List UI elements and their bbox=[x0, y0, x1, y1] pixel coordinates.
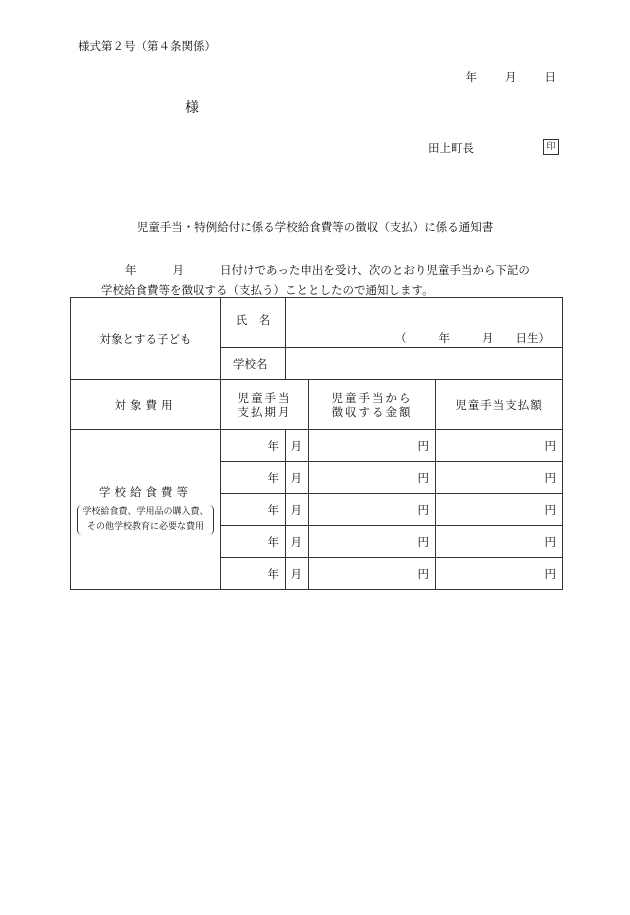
notification-table bbox=[70, 297, 563, 590]
row-year: 年 bbox=[221, 526, 286, 558]
birth-month: 月 bbox=[482, 330, 494, 345]
birth-open: （ bbox=[395, 330, 407, 345]
period-header-line-1: 児童手当 bbox=[237, 390, 292, 405]
name-label: 氏 名 bbox=[221, 298, 286, 348]
row-month: 月 bbox=[286, 494, 309, 526]
seal-mark: 印 bbox=[543, 139, 559, 155]
birth-day: 日生） bbox=[515, 330, 550, 345]
addressee-suffix: 様 bbox=[185, 100, 199, 116]
body-date-year: 年 bbox=[125, 263, 137, 277]
body-line-1-text: 日付けであった申出を受け、次のとおり児童手当から下記の bbox=[220, 263, 530, 277]
school-field bbox=[286, 348, 563, 380]
row-collect: 円 bbox=[309, 430, 436, 462]
row-month: 月 bbox=[286, 430, 309, 462]
date-day: 日 bbox=[544, 70, 556, 84]
row-pay: 円 bbox=[436, 430, 563, 462]
child-label: 対象とする子ども bbox=[71, 298, 221, 380]
row-year: 年 bbox=[221, 494, 286, 526]
row-year: 年 bbox=[221, 462, 286, 494]
issue-date bbox=[466, 69, 557, 85]
row-pay: 円 bbox=[436, 462, 563, 494]
row-pay: 円 bbox=[436, 494, 563, 526]
row-month: 月 bbox=[286, 558, 309, 590]
name-field bbox=[286, 298, 563, 348]
row-month: 月 bbox=[286, 526, 309, 558]
body-line-1 bbox=[125, 262, 530, 278]
row-collect: 円 bbox=[309, 494, 436, 526]
birth-year: 年 bbox=[438, 330, 450, 345]
row-year: 年 bbox=[221, 430, 286, 462]
form-number: 様式第２号（第４条関係） bbox=[78, 39, 216, 53]
cost-detail-line-2: その他学校教育に必要な費用 bbox=[86, 522, 204, 532]
body-date-month: 月 bbox=[172, 263, 184, 277]
pay-header: 児童手当支払額 bbox=[436, 380, 563, 430]
collect-header-line-1: 児童手当から bbox=[331, 390, 413, 405]
cost-header: 対象費用 bbox=[71, 380, 221, 430]
cost-name: 学校給食費等 bbox=[99, 485, 192, 499]
issuer-name: 田上町長 bbox=[428, 141, 474, 155]
document-title: 児童手当・特例給付に係る学校給食費等の徴収（支払）に係る通知書 bbox=[136, 220, 494, 234]
date-year: 年 bbox=[465, 70, 477, 84]
collect-header-line-2: 徴収する金額 bbox=[331, 404, 413, 419]
cost-name-cell bbox=[71, 430, 221, 590]
row-year: 年 bbox=[221, 558, 286, 590]
row-collect: 円 bbox=[309, 558, 436, 590]
row-pay: 円 bbox=[436, 526, 563, 558]
collect-header bbox=[309, 380, 436, 430]
row-month: 月 bbox=[286, 462, 309, 494]
period-header bbox=[221, 380, 309, 430]
school-label: 学校名 bbox=[221, 348, 286, 380]
cost-detail-line-1: 学校給食費、学用品の購入費、 bbox=[82, 507, 209, 517]
cost-detail bbox=[77, 505, 213, 535]
date-month: 月 bbox=[505, 70, 517, 84]
row-collect: 円 bbox=[309, 462, 436, 494]
period-header-line-2: 支払期月 bbox=[237, 404, 292, 419]
row-pay: 円 bbox=[436, 558, 563, 590]
body-line-2: 学校給食費等を徴収する（支払う）こととしたので通知します。 bbox=[101, 283, 434, 297]
row-collect: 円 bbox=[309, 526, 436, 558]
